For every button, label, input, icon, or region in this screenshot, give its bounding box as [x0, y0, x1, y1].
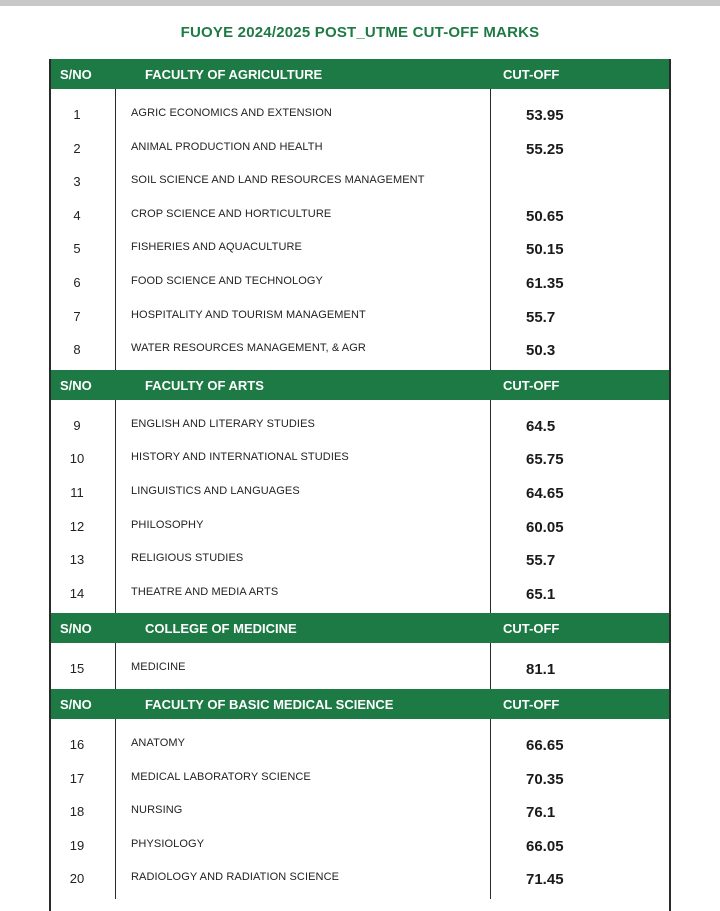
row-serial-number: 1 — [73, 107, 81, 122]
cutoff-mark: 55.7 — [526, 552, 556, 570]
row-serial-number: 2 — [73, 140, 81, 156]
cutoff-mark: 50.65 — [526, 207, 564, 225]
row-serial-number: 11 — [70, 484, 84, 500]
section-header — [51, 689, 669, 719]
department-name: PHYSIOLOGY — [131, 837, 205, 850]
table-row — [51, 828, 669, 862]
faculty-name-header: FACULTY OF ARTS — [145, 377, 264, 393]
cutoff-column-header: CUT-OFF — [503, 67, 560, 82]
row-serial-number: 8 — [73, 342, 81, 358]
section-header — [51, 370, 669, 400]
table-row — [51, 794, 669, 828]
sno-column-header: S/NO — [60, 377, 92, 393]
department-name: WATER RESOURCES MANAGEMENT, & AGR — [131, 342, 366, 355]
cutoff-mark: 71.45 — [526, 871, 564, 889]
cutoff-mark: 65.75 — [526, 451, 564, 469]
sno-column-header: S/NO — [60, 621, 92, 637]
row-serial-number: 6 — [73, 274, 81, 290]
cutoff-mark: 50.3 — [526, 342, 556, 360]
row-serial-number: 13 — [69, 552, 85, 568]
department-name: NURSING — [131, 804, 183, 817]
department-name: AGRIC ECONOMICS AND EXTENSION — [131, 107, 332, 119]
cutoff-mark: 50.15 — [526, 241, 564, 259]
table-row — [51, 97, 669, 131]
row-serial-number: 17 — [69, 770, 85, 786]
row-serial-number: 4 — [73, 207, 81, 223]
department-name: MEDICAL LABORATORY SCIENCE — [131, 770, 311, 783]
row-serial-number: 9 — [73, 417, 81, 433]
row-serial-number: 7 — [73, 308, 81, 324]
faculty-section — [51, 613, 669, 689]
table-row — [51, 131, 669, 165]
department-name: HISTORY AND INTERNATIONAL STUDIES — [131, 451, 349, 464]
cutoff-mark: 53.95 — [526, 107, 564, 124]
section-header — [51, 59, 669, 89]
department-name: CROP SCIENCE AND HORTICULTURE — [131, 207, 332, 220]
department-name: ANATOMY — [131, 736, 186, 749]
page-title: FUOYE 2024/2025 POST_UTME CUT-OFF MARKS — [180, 24, 540, 41]
faculty-section — [51, 370, 669, 614]
row-serial-number: 15 — [69, 661, 85, 677]
department-name: ENGLISH AND LITERARY STUDIES — [131, 417, 315, 430]
cutoff-mark: 55.25 — [526, 140, 564, 158]
cutoff-mark: 64.5 — [526, 417, 556, 435]
cutoff-mark: 66.65 — [526, 736, 564, 754]
department-name: FISHERIES AND AQUACULTURE — [131, 241, 302, 254]
cutoff-mark: 64.65 — [526, 484, 564, 502]
row-serial-number: 10 — [69, 451, 85, 467]
department-name: ANIMAL PRODUCTION AND HEALTH — [131, 140, 323, 153]
row-serial-number: 14 — [69, 585, 85, 601]
section-body — [51, 89, 669, 370]
cutoff-mark: 55.7 — [526, 308, 556, 326]
cutoff-table — [49, 59, 671, 911]
department-name: PHILOSOPHY — [131, 518, 204, 531]
section-body — [51, 643, 669, 689]
table-row — [51, 761, 669, 795]
department-name: RADIOLOGY AND RADIATION SCIENCE — [131, 871, 340, 884]
row-serial-number: 3 — [73, 174, 81, 190]
department-name: HOSPITALITY AND TOURISM MANAGEMENT — [131, 308, 366, 321]
department-name: RELIGIOUS STUDIES — [131, 552, 244, 565]
cutoff-mark: 66.05 — [526, 837, 564, 855]
row-serial-number: 5 — [73, 241, 81, 257]
department-name: MEDICINE — [131, 661, 186, 674]
sno-column-header: S/NO — [60, 67, 92, 82]
row-serial-number: 19 — [69, 837, 85, 853]
table-row — [51, 509, 669, 543]
row-serial-number: 12 — [69, 518, 85, 534]
table-row — [51, 265, 669, 299]
table-row — [51, 332, 669, 366]
faculty-name-header: COLLEGE OF MEDICINE — [145, 621, 297, 637]
table-row — [51, 651, 669, 685]
faculty-section — [51, 689, 669, 899]
cutoff-mark: 76.1 — [526, 804, 556, 822]
cutoff-mark: 70.35 — [526, 770, 564, 788]
faculty-section — [51, 59, 669, 370]
section-header — [51, 613, 669, 643]
department-name: LINGUISTICS AND LANGUAGES — [131, 484, 300, 497]
table-row — [51, 441, 669, 475]
row-serial-number: 16 — [69, 736, 85, 752]
table-row — [51, 861, 669, 895]
cutoff-mark: 81.1 — [526, 661, 556, 679]
top-edge-bar — [0, 0, 720, 6]
table-row — [51, 299, 669, 333]
section-body — [51, 400, 669, 614]
cutoff-column-header: CUT-OFF — [503, 377, 560, 393]
row-serial-number: 20 — [69, 871, 85, 887]
cutoff-mark: 60.05 — [526, 518, 564, 536]
cutoff-column-header: CUT-OFF — [503, 621, 560, 637]
table-row — [51, 231, 669, 265]
table-row — [51, 198, 669, 232]
table-row — [51, 576, 669, 610]
faculty-name-header: FACULTY OF AGRICULTURE — [145, 67, 323, 82]
row-serial-number: 18 — [69, 804, 85, 820]
table-row — [51, 408, 669, 442]
faculty-name-header: FACULTY OF BASIC MEDICAL SCIENCE — [145, 696, 394, 712]
department-name: SOIL SCIENCE AND LAND RESOURCES MANAGEMENT — [131, 174, 425, 187]
cutoff-mark: 61.35 — [526, 274, 564, 292]
department-name: THEATRE AND MEDIA ARTS — [131, 585, 279, 598]
cutoff-mark: 65.1 — [526, 585, 556, 603]
table-row — [51, 542, 669, 576]
table-row — [51, 164, 669, 198]
cutoff-column-header: CUT-OFF — [503, 696, 560, 712]
section-body — [51, 719, 669, 899]
table-row — [51, 727, 669, 761]
department-name: FOOD SCIENCE AND TECHNOLOGY — [131, 274, 323, 287]
table-row — [51, 475, 669, 509]
sno-column-header: S/NO — [60, 696, 92, 712]
